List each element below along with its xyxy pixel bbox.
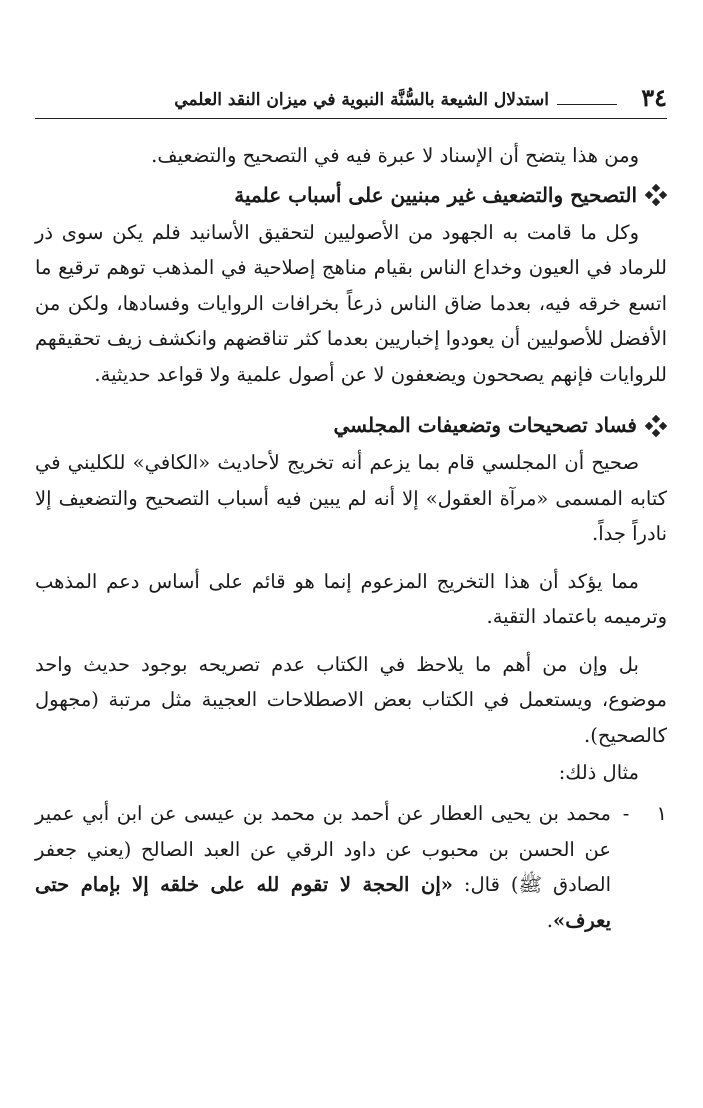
paragraph: مما يؤكد أن هذا التخريج المزعوم إنما هو قائم على أساس دعم المذهب وترميمه باعتماد التقية. [35, 569, 667, 628]
running-title: استدلال الشيعة بالسُّنَّة النبوية في ميزان النقد العلمي [174, 90, 549, 110]
ornament-icon [645, 184, 667, 206]
paragraph: ومن هذا يتضح أن الإسناد لا عبرة فيه في التصحيح والتضعيف. [151, 144, 639, 167]
header-underline [35, 118, 667, 119]
section-heading [35, 178, 667, 213]
example-label: مثال ذلك: [558, 761, 639, 784]
list-item-number: ١ [656, 802, 667, 825]
section-heading [35, 408, 667, 443]
hadith-end: . [546, 908, 553, 932]
section-heading-text: التصحيح والتضعيف غير مبنيين على أسباب علمية [234, 182, 637, 207]
hadith-quote: «إن الحجة لا تقوم لله على خلقه إلا بإمام حتى يعرف» [35, 873, 611, 932]
ornament-icon [645, 415, 667, 437]
paragraph: وكل ما قامت به الجهود من الأصوليين لتحقيق الأسانيد فلم يكن سوى ذر للرماد في العيون وخداع الناس بقيام مناهج إصلاحية في المذهب توهم ترقيع ما اتسع خرقه فيه، بعدما ضاق الناس ذرعاً بخرافات الروايات وفسادها، ولكن من الأفضل للأصوليين أن يعودوا إخباريين بعدما كثر تناقضهم وانكشف زيف تحقيقهم للروايات فإنهم يصححون ويضعفون لا عن أصول علمية ولا قواعد حديثية. [35, 220, 667, 386]
section-heading-text: فساد تصحيحات وتضعيفات المجلسي [333, 413, 637, 437]
list-item-text [35, 796, 611, 938]
page-header [35, 84, 667, 116]
list-item [35, 796, 667, 938]
hadith-chain: محمد بن يحيى العطار عن أحمد بن محمد بن عيسى عن ابن أبي عمير عن الحسن بن محبوب عن داود الرقي عن العبد الصالح (يعني جعفر الصادق ﷺ) قال: [35, 802, 611, 896]
page-number: ٣٤ [641, 83, 667, 112]
list-item-dash: - [622, 802, 630, 825]
paragraph: صحيح أن المجلسي قام بما يزعم أنه تخريج لأحاديث «الكافي» للكليني في كتابه المسمى «مرآة العقول» إلا أنه لم يبين فيه أسباب التصحيح والتضعيف إلا نادراً جداً. [35, 451, 667, 545]
paragraph: بل وإن من أهم ما يلاحظ في الكتاب عدم تصريحه بوجود حديث واحد موضوع، ويستعمل في الكتاب بعض الاصطلاحات العجيبة مثل مرتبة (مجهول كالصحيح). [35, 652, 667, 747]
page-body [35, 138, 667, 938]
header-dash-rule [557, 104, 617, 105]
